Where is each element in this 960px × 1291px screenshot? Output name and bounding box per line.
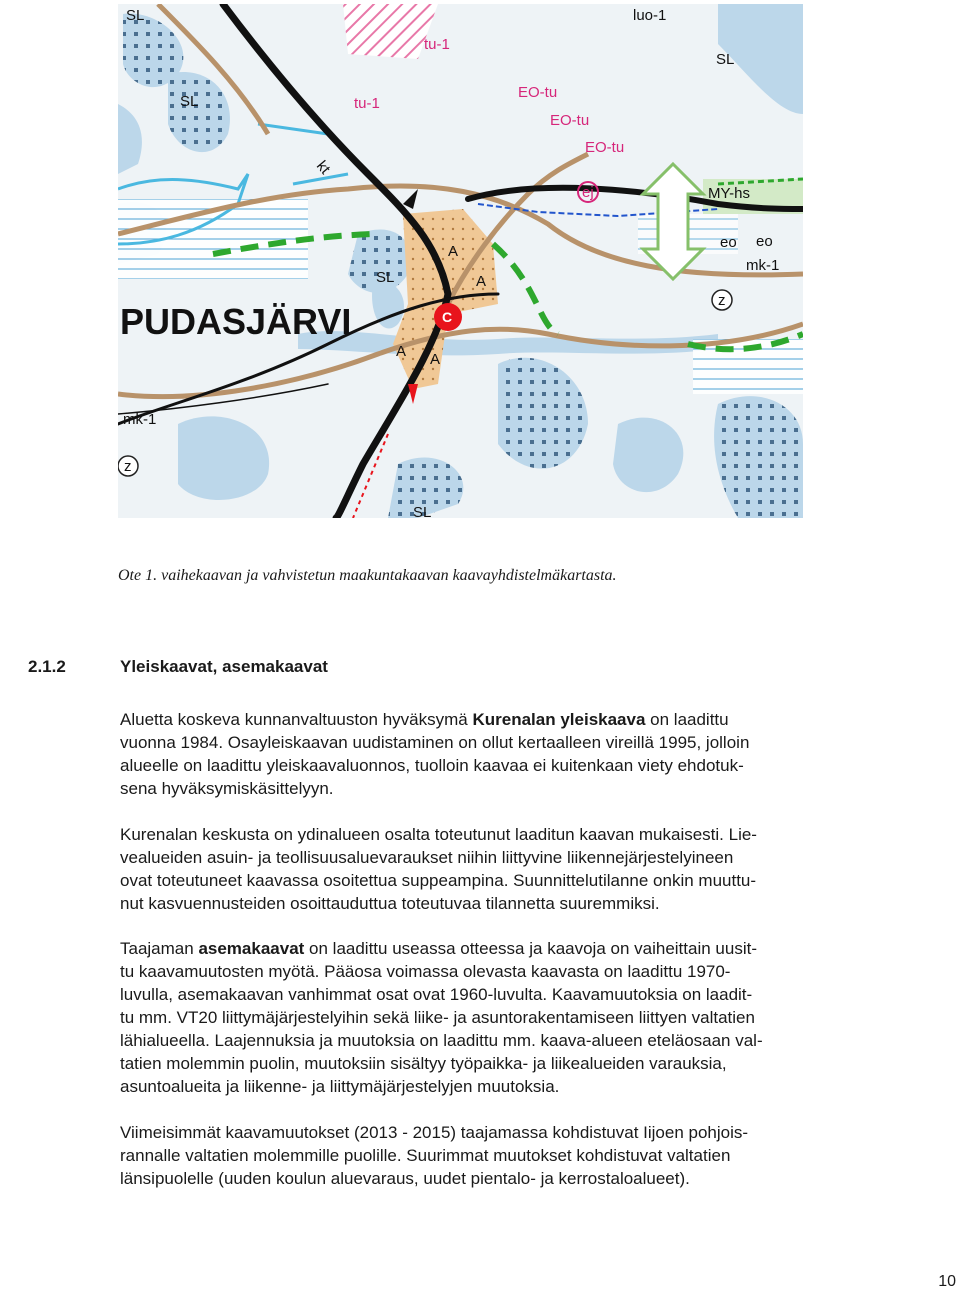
text-run: on laadittu bbox=[645, 710, 729, 729]
text-line: tu mm. VT20 liittymäjärjestelyihin sekä liike- ja asuntorakentamiseen liittyen valtatien bbox=[120, 1008, 755, 1027]
map-label-eotu: EO-tu bbox=[550, 112, 590, 129]
map-label-sl: SL bbox=[716, 51, 735, 68]
map-label-sl: SL bbox=[376, 269, 395, 286]
paragraph-1 bbox=[120, 708, 880, 800]
text-line: lähialueella. Laajennuksia ja muutoksia on laadittu mm. kaava-alueen eteläosaan val- bbox=[120, 1031, 763, 1050]
text-line: Kurenalan keskusta on ydinalueen osalta toteutunut laaditun kaavan mukaisesti. Lie- bbox=[120, 825, 757, 844]
map-label-sl: SL bbox=[180, 93, 199, 110]
map-label-pudasjarvi: PUDASJÄRVI bbox=[120, 301, 352, 342]
bold-term: Kurenalan yleiskaava bbox=[472, 710, 646, 729]
map-label-eo: eo bbox=[720, 234, 737, 251]
map-label-eotu: EO-tu bbox=[518, 84, 558, 101]
map-label-kt: kt bbox=[312, 157, 334, 178]
text-run: Taajaman bbox=[120, 939, 199, 958]
map-label-c: C bbox=[442, 309, 453, 325]
paragraph-4 bbox=[120, 1121, 880, 1190]
text-line: sena hyväksymiskäsittelyyn. bbox=[120, 779, 334, 798]
map-label-ej: ej bbox=[582, 184, 594, 201]
text-line: ovat toteutuneet kaavassa osoitettua suppeampina. Suunnittelutilanne onkin muuttu- bbox=[120, 871, 757, 890]
section-title: Yleiskaavat, asemakaavat bbox=[120, 657, 328, 676]
map-label-sl: SL bbox=[126, 7, 145, 24]
text-line: vealueiden asuin- ja teollisuusaluevaraukset niihin liittyvine liikennejärjestelyineen bbox=[120, 848, 734, 867]
text-line: vuonna 1984. Osayleiskaavan uudistaminen on ollut kertaalleen vireillä 1995, jolloin bbox=[120, 733, 750, 752]
text-run: Aluetta koskeva kunnanvaltuuston hyväksymä bbox=[120, 710, 473, 729]
text-run: on laadittu useassa otteessa ja kaavoja on vaiheittain uusit- bbox=[304, 939, 757, 958]
map-label-myhs: MY-hs bbox=[708, 185, 750, 202]
text-line: tatien molemmin puolin, muutoksiin sisältyy työpaikka- ja liikealueiden varauksia, bbox=[120, 1054, 727, 1073]
text-line bbox=[120, 708, 880, 731]
page-number: 10 bbox=[938, 1273, 956, 1290]
map-label-luo1: luo-1 bbox=[633, 7, 667, 24]
bold-term: asemakaavat bbox=[198, 939, 305, 958]
text-line: nut kasvuennusteiden osoittauduttua toteutuvaa tilannetta suuremmiksi. bbox=[120, 894, 660, 913]
map-label-a: A bbox=[476, 273, 487, 290]
map-label-z: z bbox=[718, 292, 726, 309]
text-line: rannalle valtatien molemmille puolille. Suurimmat muutokset kohdistuvat valtatien bbox=[120, 1146, 731, 1165]
map-label-a: A bbox=[448, 243, 459, 260]
map-label-mk1: mk-1 bbox=[746, 257, 780, 274]
section-number: 2.1.2 bbox=[28, 657, 66, 676]
map-label-z: z bbox=[124, 458, 132, 475]
text-line: luvulla, asemakaavan vanhimmat osat ovat 1960-luvulta. Kaavamuutoksia on laadit- bbox=[120, 985, 753, 1004]
map-label-mk1: mk-1 bbox=[123, 411, 157, 428]
text-line: Viimeisimmät kaavamuutokset (2013 - 2015) taajamassa kohdistuvat Iijoen pohjois- bbox=[120, 1123, 749, 1142]
paragraph-3 bbox=[120, 937, 880, 1098]
figure-caption: Ote 1. vaihekaavan ja vahvistetun maakuntakaavan kaavayhdistelmäkartasta. bbox=[118, 567, 617, 584]
paragraph-2 bbox=[120, 823, 880, 915]
map-label-tu1: tu-1 bbox=[354, 95, 380, 112]
text-line: asuntoalueita ja liikenne- ja liittymäjärjestelyjen muutoksia. bbox=[120, 1077, 560, 1096]
map-label-a: A bbox=[396, 343, 407, 360]
text-line bbox=[120, 937, 880, 960]
map-label-eotu: EO-tu bbox=[585, 139, 625, 156]
text-line: alueelle on laadittu yleiskaavaluonnos, tuolloin kaavaa ei kuitenkaan viety ehdotuk- bbox=[120, 756, 744, 775]
text-line: tu kaavamuutosten myötä. Pääosa voimassa olevasta kaavasta on laadittu 1970- bbox=[120, 962, 731, 981]
map-label-eo: eo bbox=[756, 233, 773, 250]
map-label-sl: SL bbox=[413, 504, 432, 518]
map-label-tu1: tu-1 bbox=[424, 36, 450, 53]
text-line: länsipuolelle (uuden koulun aluevaraus, uudet pientalo- ja kerrostaloalueet). bbox=[120, 1169, 690, 1188]
plan-map bbox=[118, 4, 803, 518]
map-label-a: A bbox=[430, 351, 441, 368]
